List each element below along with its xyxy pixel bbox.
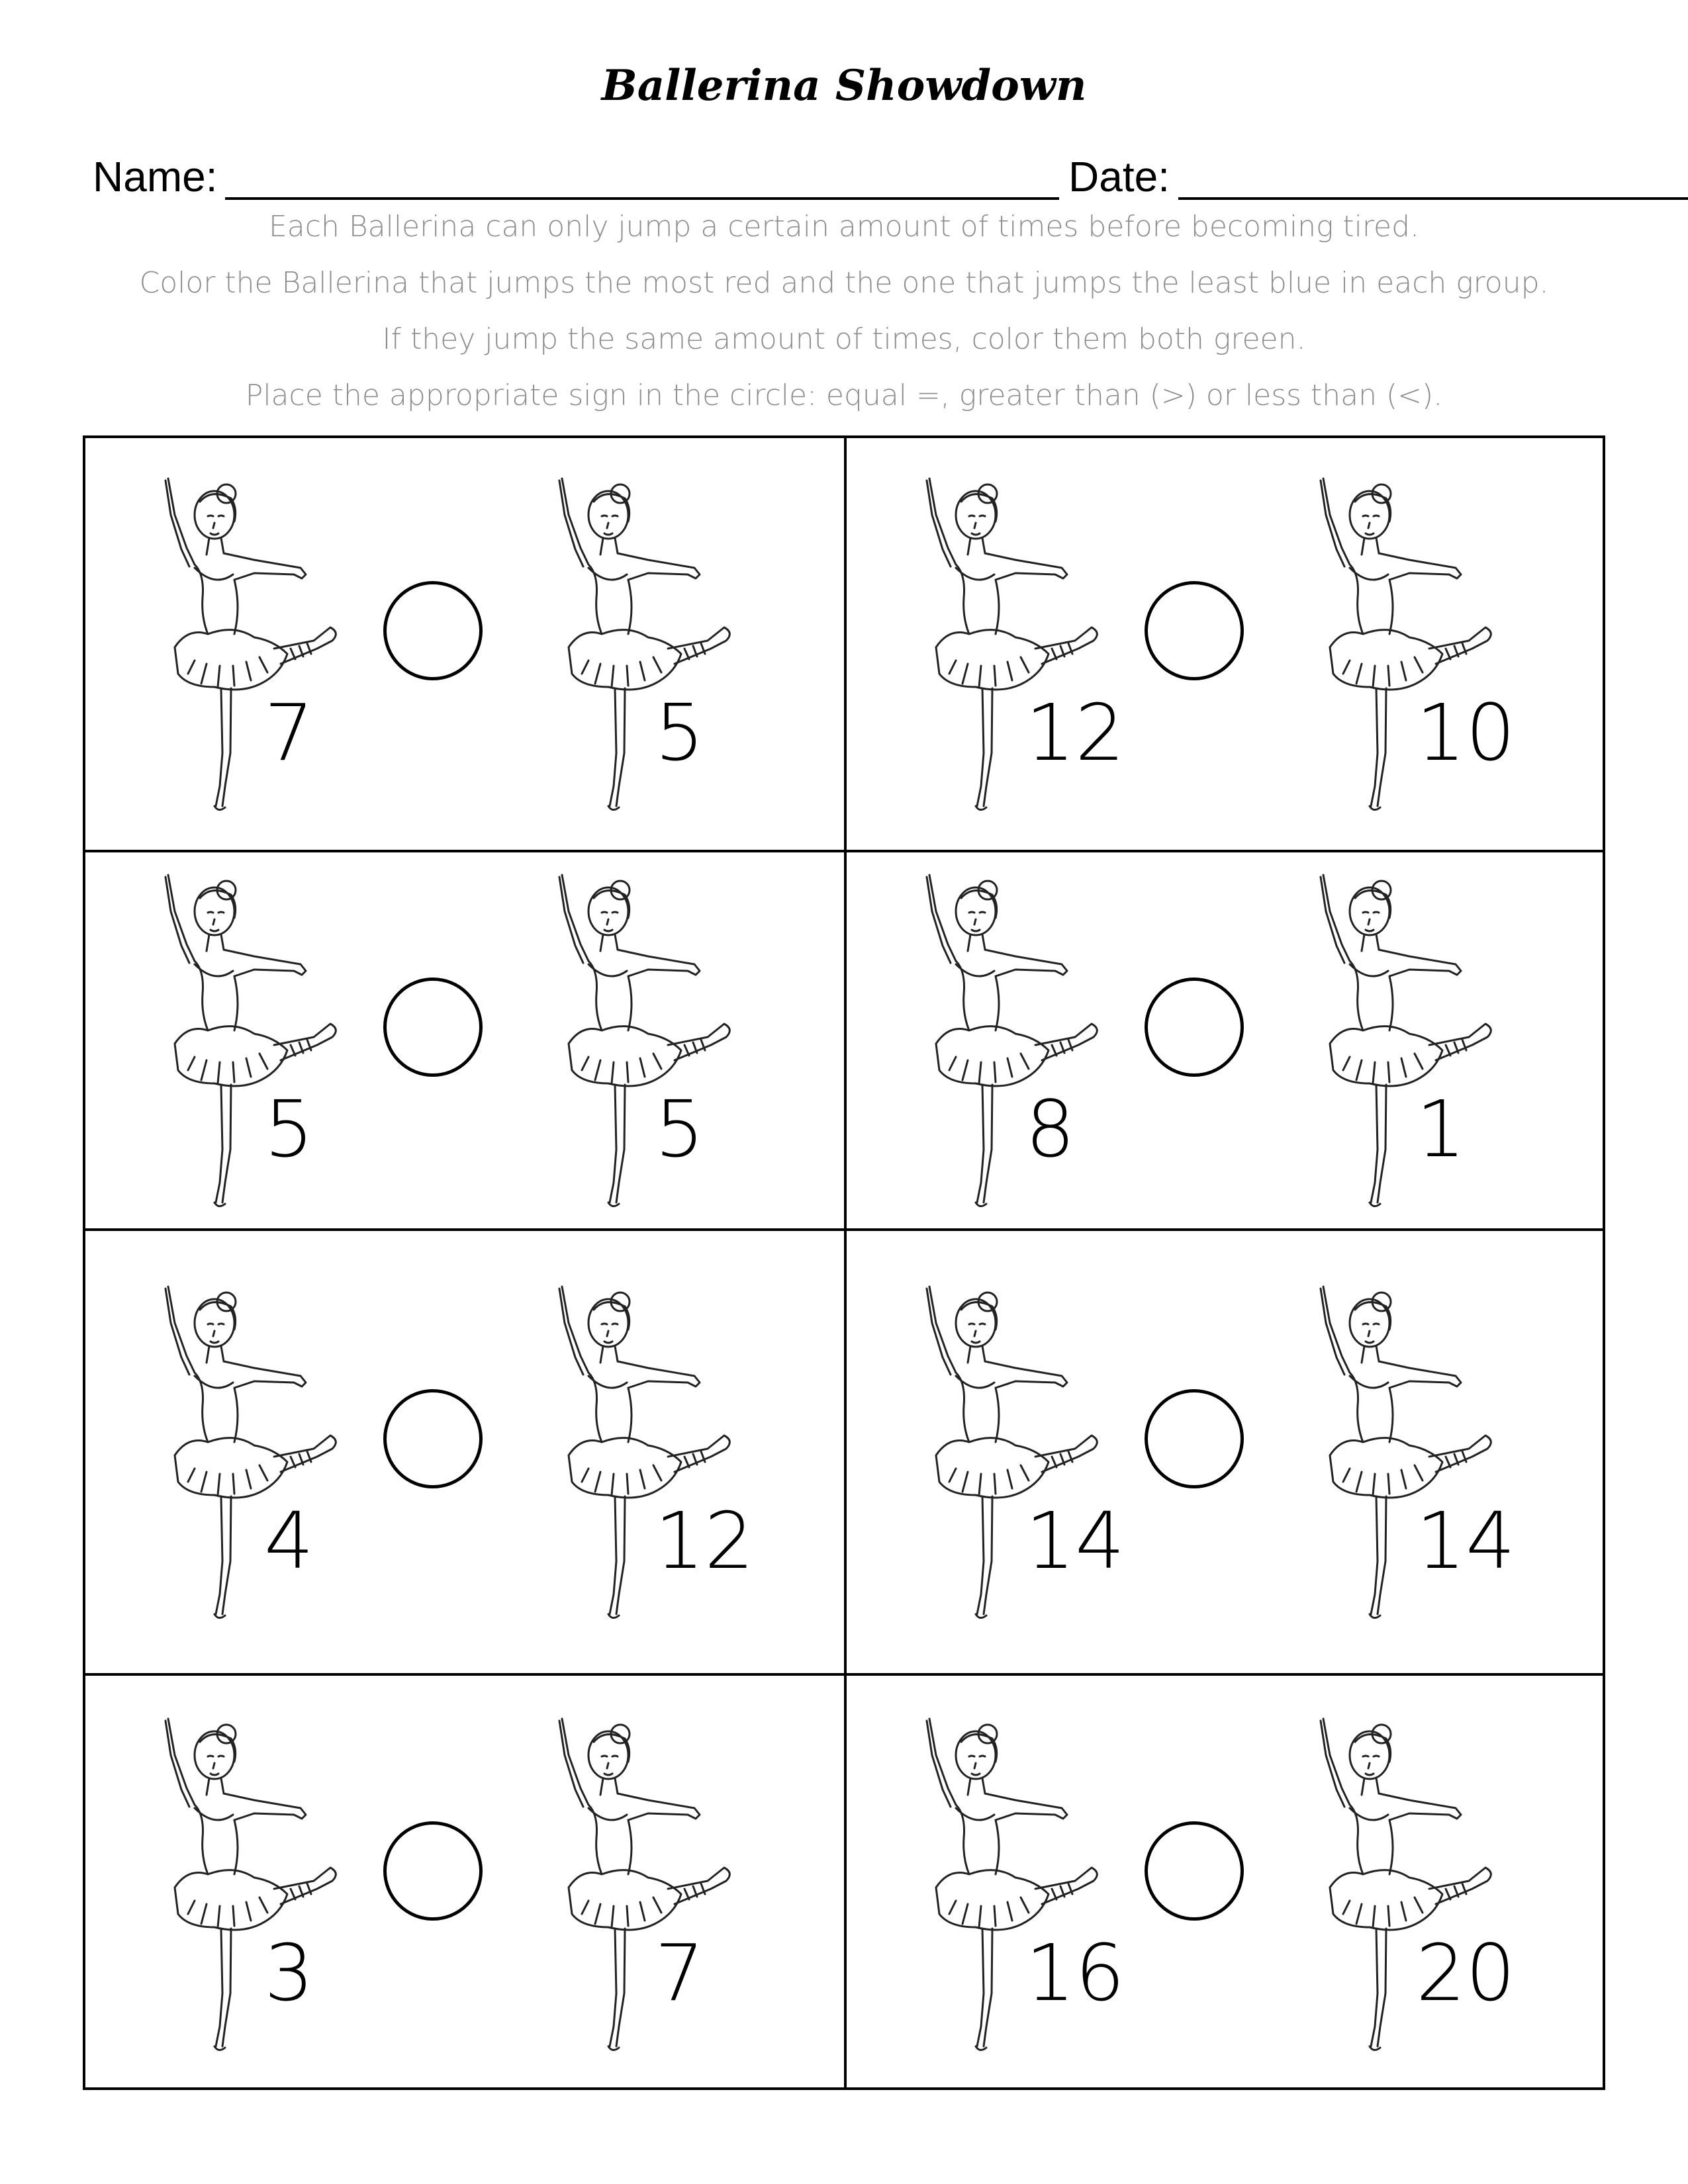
name-date-row bbox=[93, 146, 1602, 205]
comparison-cell bbox=[847, 852, 1607, 1228]
ballerina-right-drawing[interactable] bbox=[542, 872, 734, 1209]
left-jump-count: 5 bbox=[264, 1083, 314, 1175]
date-label: Date: bbox=[1068, 153, 1170, 201]
ballerina-right-drawing[interactable] bbox=[542, 475, 734, 813]
instruction-line: Place the appropriate sign in the circle: equal =, greater than (>) or less than (<). bbox=[245, 379, 1443, 412]
instruction-line: Color the Ballerina that jumps the most red and the one that jumps the least blue in each group. bbox=[139, 266, 1549, 300]
comparison-cell bbox=[85, 438, 845, 850]
comparison-cell bbox=[85, 1676, 845, 2093]
ballerina-right-drawing[interactable] bbox=[542, 1715, 734, 2053]
ballerina-right-drawing[interactable] bbox=[1303, 872, 1495, 1209]
comparison-sign-circle[interactable] bbox=[1145, 978, 1244, 1077]
right-jump-count: 14 bbox=[1416, 1495, 1516, 1586]
right-jump-count: 12 bbox=[655, 1495, 755, 1586]
left-jump-count: 3 bbox=[264, 1927, 314, 2019]
comparison-sign-circle[interactable] bbox=[383, 581, 483, 680]
left-jump-count: 16 bbox=[1025, 1927, 1125, 2019]
comparison-cell bbox=[847, 1231, 1607, 1673]
right-jump-count: 10 bbox=[1416, 687, 1516, 778]
worksheet-title: Ballerina Showdown bbox=[601, 61, 1087, 111]
right-jump-count: 5 bbox=[655, 1083, 705, 1175]
comparison-sign-circle[interactable] bbox=[1145, 1389, 1244, 1488]
right-jump-count: 7 bbox=[655, 1927, 705, 2019]
comparison-sign-circle[interactable] bbox=[383, 1389, 483, 1488]
left-jump-count: 8 bbox=[1025, 1083, 1076, 1175]
right-jump-count: 20 bbox=[1416, 1927, 1516, 2019]
comparison-cell bbox=[85, 852, 845, 1228]
left-jump-count: 4 bbox=[264, 1495, 314, 1586]
right-jump-count: 5 bbox=[655, 687, 705, 778]
instruction-line: Each Ballerina can only jump a certain amount of times before becoming tired. bbox=[269, 210, 1419, 244]
left-jump-count: 7 bbox=[264, 687, 314, 778]
instructions bbox=[0, 199, 1688, 424]
comparison-sign-circle[interactable] bbox=[383, 1821, 483, 1921]
comparison-grid bbox=[83, 435, 1605, 2090]
comparison-cell bbox=[85, 1231, 845, 1673]
left-jump-count: 12 bbox=[1025, 687, 1125, 778]
comparison-sign-circle[interactable] bbox=[1145, 581, 1244, 680]
right-jump-count: 1 bbox=[1416, 1083, 1466, 1175]
comparison-cell bbox=[847, 438, 1607, 850]
comparison-cell bbox=[847, 1676, 1607, 2093]
instruction-line: If they jump the same amount of times, color them both green. bbox=[382, 322, 1306, 356]
name-label: Name: bbox=[93, 153, 218, 201]
comparison-sign-circle[interactable] bbox=[1145, 1821, 1244, 1921]
left-jump-count: 14 bbox=[1025, 1495, 1125, 1586]
comparison-sign-circle[interactable] bbox=[383, 978, 483, 1077]
